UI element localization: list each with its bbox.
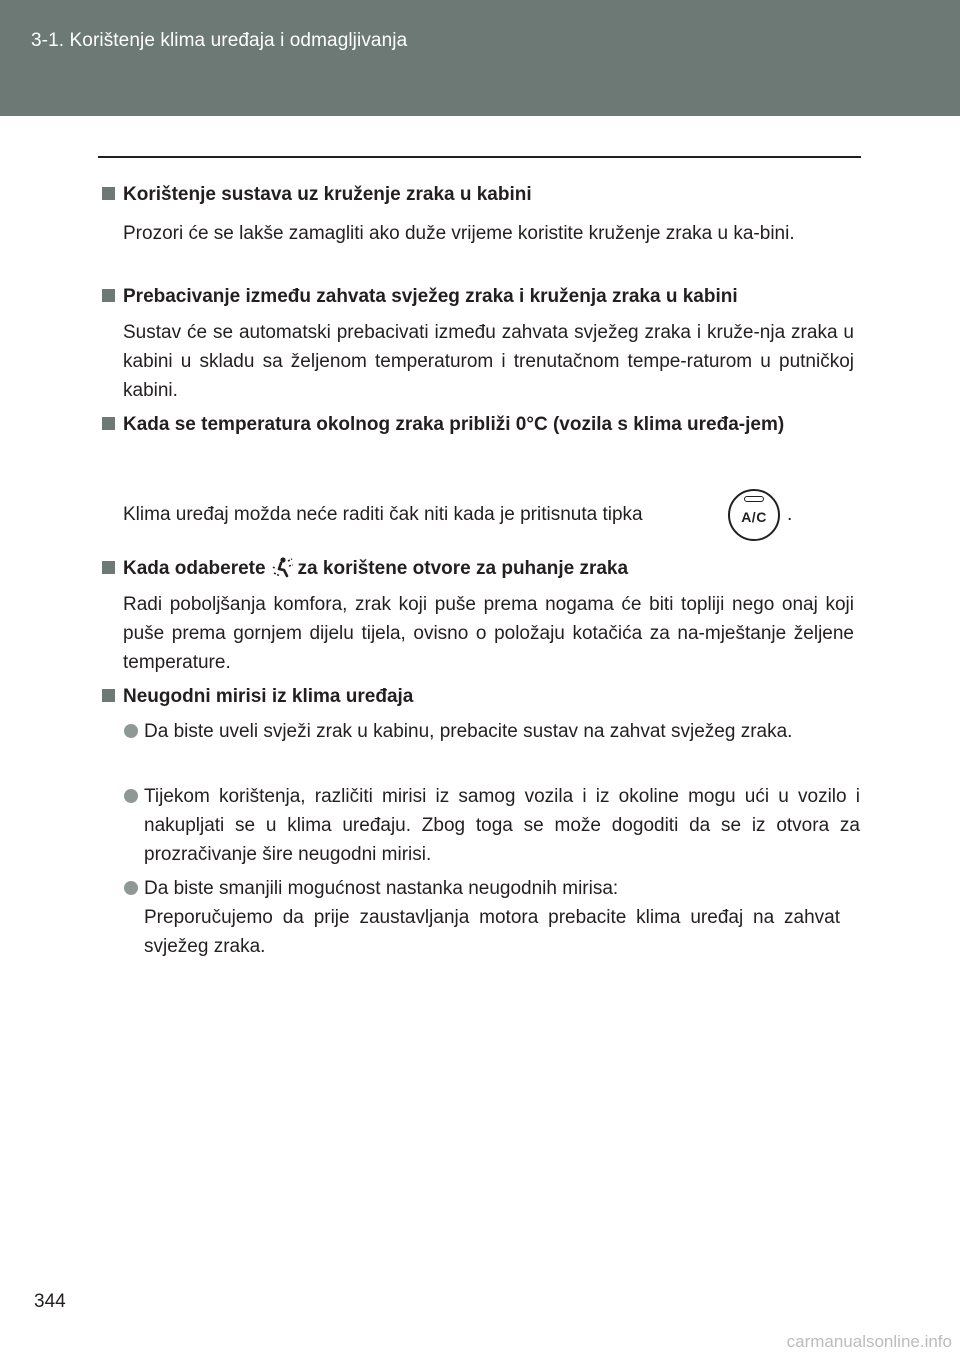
section-text-recirculation: Prozori će se lakše zamagliti ako duže vrijeme koristite kruženje zraka u ka-bini. <box>123 223 795 244</box>
divider <box>98 156 861 158</box>
bullet-dot-icon <box>124 789 138 803</box>
bullet-dot-icon <box>124 724 138 738</box>
square-bullet-icon <box>102 187 115 200</box>
section-text-foot-vent: Radi poboljšanja komfora, zrak koji puše prema nogama će biti topliji nego onaj koji puše prema gornjem dijelu tijela, ovisno o položaju kotačića za na-mještanje željene temperature. <box>123 594 854 673</box>
ac-button-icon <box>728 489 780 541</box>
section-heading-foot-vent: Kada odaberete za korištene otvore za puhanje zraka <box>102 555 856 583</box>
bullet-dot-icon <box>124 881 138 895</box>
list-item-continuation: Preporučujemo da prije zaustavljanja motora prebacite klima uređaj na zahvat svježeg zraka. <box>144 907 840 957</box>
chapter-title: 3-1. Korištenje klima uređaja i odmagljivanja <box>31 30 408 51</box>
page-number: 344 <box>34 1291 66 1312</box>
ac-button-label: A/C <box>741 509 767 525</box>
watermark: carmanualsonline.info <box>786 1332 952 1351</box>
square-bullet-icon <box>102 289 115 302</box>
section-heading-temperature: Kada se temperatura okolnog zraka približi 0°C (vozila s klima uređa-jem) <box>102 411 877 439</box>
square-bullet-icon <box>102 417 115 430</box>
section-heading-odors: Neugodni mirisi iz klima uređaja <box>102 683 856 711</box>
section-heading-recirculation: Korištenje sustava uz kruženje zraka u kabini <box>102 181 856 209</box>
list-item: Tijekom korištenja, različiti mirisi iz samog vozila i iz okoline mogu ući u vozilo i nakupljati se u klima uređaju. Zbog toga se može dogoditi da se iz otvora za prozračivanje šire neugodni mirisi. <box>124 782 860 869</box>
foot-vent-icon <box>270 556 294 580</box>
list-item: Da biste smanjili mogućnost nastanka neugodnih mirisa: <box>124 874 860 903</box>
page-header <box>0 0 960 116</box>
section-heading-switching: Prebacivanje između zahvata svježeg zraka i kruženja zraka u kabini <box>102 283 856 311</box>
square-bullet-icon <box>102 561 115 574</box>
sentence-end: . <box>787 504 793 525</box>
list-item: Da biste uveli svježi zrak u kabinu, prebacite sustav na zahvat svježeg zraka. <box>124 717 860 746</box>
indicator-light <box>744 496 764 502</box>
section-text-switching: Sustav će se automatski prebacivati između zahvata svježeg zraka i kruže-nja zraka u kabini u skladu sa željenom temperaturom i trenutačnom tempe-raturom u putničkoj kabini. <box>123 322 854 401</box>
section-text-temperature: Klima uređaj možda neće raditi čak niti kada je pritisnuta tipka <box>123 504 643 525</box>
square-bullet-icon <box>102 689 115 702</box>
